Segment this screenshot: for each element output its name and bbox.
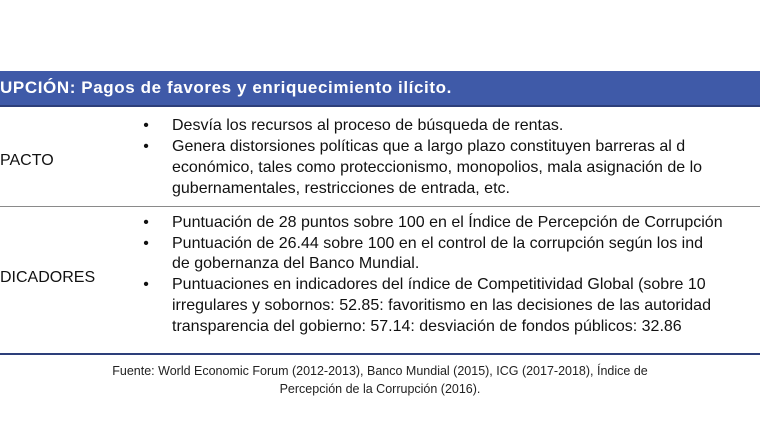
source-line: Percepción de la Corrupción (2016). <box>279 382 481 396</box>
indicators-row <box>0 207 760 355</box>
list-item <box>140 213 723 234</box>
source-line: Fuente: World Economic Forum (2012-2013), Banco Mundial (2015), ICG (2017-2018), Índice de <box>112 364 648 378</box>
list-item-text: Genera distorsiones políticas que a largo plazo constituyen barreras al d <box>172 138 686 155</box>
list-item-text: transparencia del gobierno: 57.14: desviación de fondos públicos: 32.86 <box>172 317 682 335</box>
list-item-text: Puntuaciones en indicadores del índice de Competitividad Global (sobre 10 <box>172 276 706 294</box>
table-header <box>0 71 760 107</box>
bullet-icon: • <box>143 138 149 155</box>
impact-row <box>0 107 760 207</box>
list-item <box>140 115 702 136</box>
corruption-table <box>0 71 760 355</box>
list-item-text: irregulares y sobornos: 52.85: favoritismo en las decisiones de las autoridad <box>172 296 711 314</box>
list-item-text: Desvía los recursos al proceso de búsqueda de rentas. <box>172 117 564 134</box>
bullet-icon: • <box>143 234 149 252</box>
table-title: UPCIÓN: Pagos de favores y enriquecimiento ilícito. <box>0 78 452 97</box>
bullet-icon: • <box>143 276 149 294</box>
impact-label: PACTO <box>0 152 54 169</box>
list-item-text: Puntuación de 28 puntos sobre 100 en el Índice de Percepción de Corrupción <box>172 214 723 231</box>
list-item <box>140 234 723 275</box>
bullet-icon: • <box>143 214 149 231</box>
indicators-label: DICADORES <box>0 269 96 286</box>
list-item-text: de gobernanza del Banco Mundial. <box>172 255 420 273</box>
impact-list <box>140 115 702 199</box>
indicators-list <box>140 213 723 337</box>
list-item-text: Puntuación de 26.44 sobre 100 en el control de la corrupción según los ind <box>172 234 704 252</box>
bullet-icon: • <box>143 117 149 134</box>
list-item-text: económico, tales como proteccionismo, monopolios, mala asignación de lo <box>172 159 703 176</box>
source-note <box>0 362 760 398</box>
list-item <box>140 275 723 337</box>
list-item-text: gubernamentales, restricciones de entrada, etc. <box>172 180 510 197</box>
list-item <box>140 136 702 199</box>
